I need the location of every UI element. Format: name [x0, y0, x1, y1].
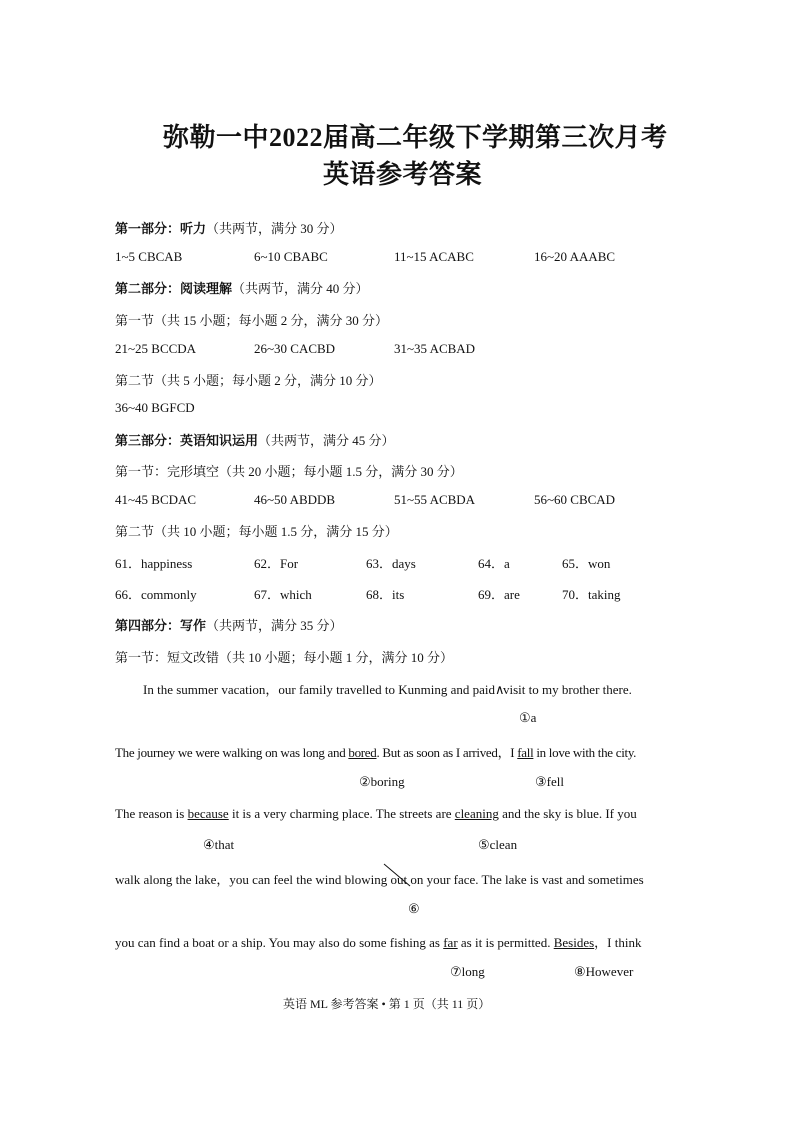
page-title-line1: 弥勒一中2022届高二年级下学期第三次月考	[163, 123, 668, 152]
part4-note: （共两节，满分 35 分）	[206, 618, 343, 633]
answer-group: 6~10 CBABC	[254, 249, 328, 264]
error-word: Besides	[553, 935, 595, 950]
fill-answer: 68．its	[366, 587, 405, 602]
part1-note: （共两节，满分 30 分）	[206, 221, 343, 236]
essay-line-4: walk along the lake，you can feel the wind blowing out on your face. The lake is vast and sometimes	[115, 869, 644, 888]
answer-group: 16~20 AAABC	[534, 249, 616, 264]
answer-group: 56~60 CBCAD	[534, 492, 616, 507]
strike-slash-icon	[382, 862, 412, 888]
answer-group: 46~50 ABDDB	[254, 492, 336, 507]
answer-group: 1~5 CBCAB	[115, 249, 183, 264]
fill-answer: 66．commonly	[115, 587, 197, 602]
error-word: fall	[517, 745, 534, 760]
page-footer: 英语 ML 参考答案 • 第 1 页（共 11 页）	[283, 997, 491, 1011]
fill-answer: 64．a	[478, 556, 510, 571]
answer-group: 36~40 BGFCD	[115, 400, 195, 415]
answer-group: 11~15 ACABC	[394, 249, 474, 264]
part3-heading: 第三部分：英语知识运用	[115, 433, 259, 448]
part3-note: （共两节，满分 45 分）	[258, 433, 395, 448]
essay-line-3: The reason is because it is a very charming place. The streets are cleaning and the sky is blue. If you	[115, 806, 637, 821]
correction-mark: ④that	[203, 837, 235, 852]
error-word: cleaning	[454, 806, 499, 821]
answer-group: 26~30 CACBD	[254, 341, 336, 356]
correction-mark: ⑧However	[574, 964, 634, 979]
insert-caret: ∧	[495, 682, 505, 697]
part2-heading-row	[115, 278, 369, 297]
essay-line-5: you can find a boat or a ship. You may also do some fishing as far as it is permitted. Besides，I think	[115, 935, 642, 950]
part1-heading-row	[115, 218, 343, 237]
fill-answer: 62．For	[254, 556, 299, 571]
part2-note: （共两节，满分 40 分）	[232, 281, 369, 296]
fill-answer: 63．days	[366, 556, 416, 571]
part3-section2: 第二节（共 10 小题；每小题 1.5 分，满分 15 分）	[115, 524, 398, 539]
part3-heading-row	[115, 430, 395, 449]
part4-heading-row	[115, 615, 343, 634]
page-title-line2: 英语参考答案	[323, 160, 483, 189]
fill-answer: 61．happiness	[115, 556, 193, 571]
correction-mark: ⑤clean	[478, 837, 518, 852]
fill-answer: 70．taking	[562, 587, 621, 602]
part4-heading: 第四部分：写作	[115, 618, 207, 633]
correction-mark: ②boring	[359, 774, 405, 789]
essay-line-2: The journey we were walking on was long and bored. But as soon as I arrived，I fall in love with the city.	[115, 745, 637, 760]
part2-section1: 第一节（共 15 小题；每小题 2 分，满分 30 分）	[115, 313, 389, 328]
part3-section1: 第一节：完形填空（共 20 小题；每小题 1.5 分，满分 30 分）	[115, 464, 463, 479]
correction-mark: ⑥	[408, 901, 420, 916]
correction-mark: ①a	[519, 710, 537, 725]
answer-group: 31~35 ACBAD	[394, 341, 476, 356]
essay-line-1: In the summer vacation，our family travelled to Kunming and paid∧visit to my brother there.	[143, 682, 632, 697]
fill-answer: 67．which	[254, 587, 312, 602]
error-word: bored	[348, 745, 377, 760]
answer-group: 51~55 ACBDA	[394, 492, 476, 507]
correction-mark: ③fell	[535, 774, 564, 789]
fill-answer: 69．are	[478, 587, 520, 602]
part2-section2: 第二节（共 5 小题；每小题 2 分，满分 10 分）	[115, 373, 382, 388]
struck-word: out	[390, 872, 407, 888]
fill-answer: 65．won	[562, 556, 611, 571]
answer-group: 41~45 BCDAC	[115, 492, 197, 507]
error-word: far	[443, 935, 458, 950]
error-word: because	[187, 806, 229, 821]
answer-group: 21~25 BCCDA	[115, 341, 197, 356]
part4-section1: 第一节：短文改错（共 10 小题；每小题 1 分，满分 10 分）	[115, 650, 454, 665]
part2-heading: 第二部分：阅读理解	[115, 281, 233, 296]
correction-mark: ⑦long	[450, 964, 485, 979]
part1-heading: 第一部分：听力	[115, 221, 207, 236]
